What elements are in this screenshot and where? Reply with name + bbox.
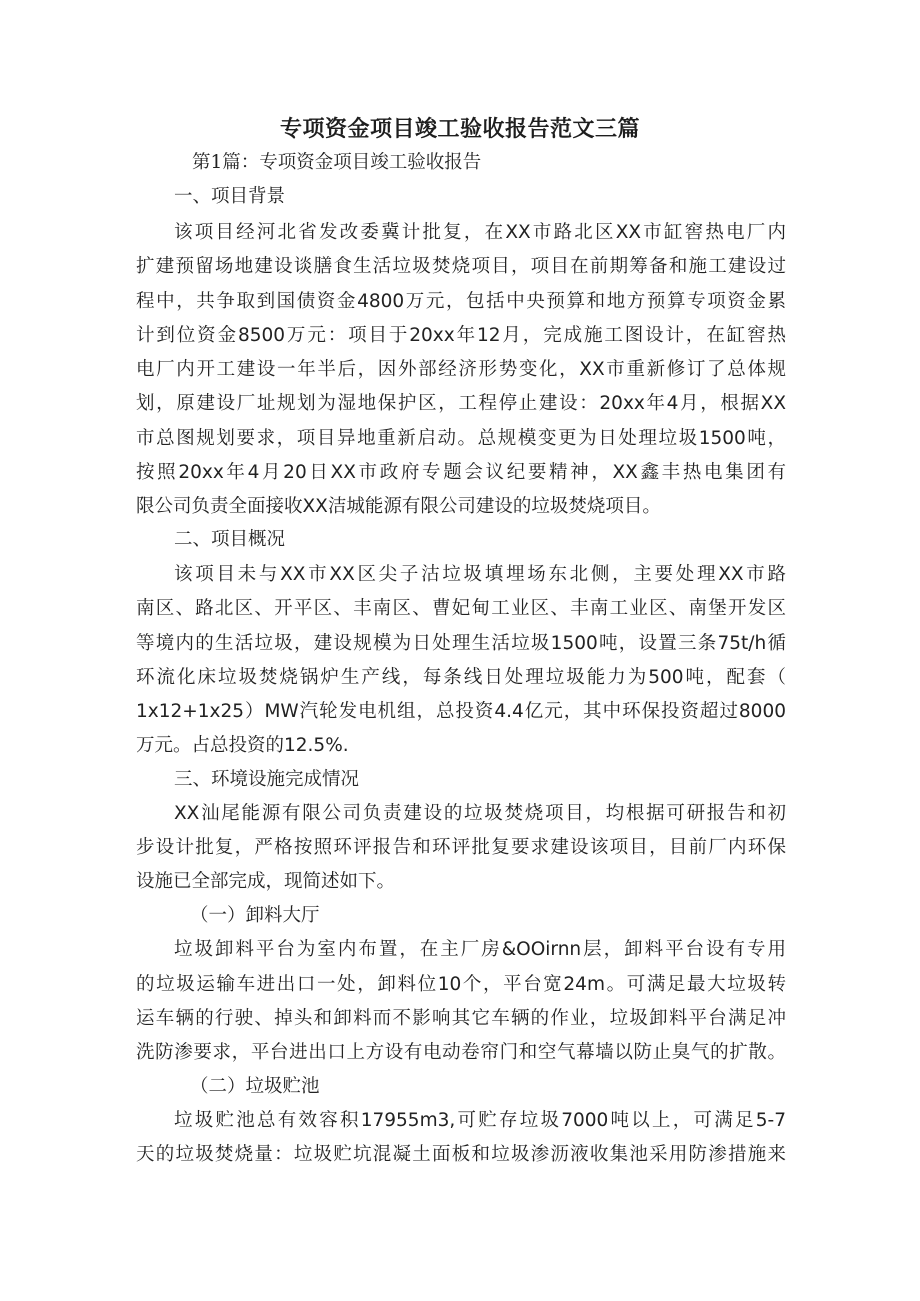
paragraph-line: 设施已全部完成，现简述如下。 <box>136 871 396 892</box>
paragraph-line: 垃圾贮池总有效容积17955m3,可贮存垃圾7000吨以上，可满足5-7 <box>174 1110 786 1131</box>
paragraph-line: 市总图规划要求，项目异地重新启动。总规模变更为日处理垃圾1500吨， <box>136 428 786 449</box>
paragraph-line: 运车辆的行驶、掉头和卸料而不影响其它车辆的作业，垃圾卸料平台满足冲 <box>136 1008 786 1029</box>
paragraph-line: 扩建预留场地建设谈膳食生活垃圾焚烧项目，项目在前期筹备和施工建设过 <box>136 256 786 277</box>
paragraph-line: 该项目未与XX市XX区尖子沽垃圾填埋场东北侧，主要处理XX市路 <box>174 564 786 585</box>
paragraph-line: 的垃圾运输车进出口一处，卸料位10个，平台宽24m。可满足最大垃圾转 <box>136 974 786 995</box>
paragraph-line: 限公司负责全面接收XX洁城能源有限公司建设的垃圾焚烧项目。 <box>136 496 661 517</box>
paragraph-line: 环流化床垃圾焚烧锅炉生产线，每条线日处理垃圾能力为500吨，配套（ <box>136 667 786 688</box>
paragraph-line: 按照20xx年4月20日XX市政府专题会议纪要精神，XX鑫丰热电集团有 <box>136 462 786 483</box>
paragraph-line: 划，原建设厂址规划为湿地保护区，工程停止建设：20xx年4月，根据XX <box>136 393 786 414</box>
subsection-heading: （二）垃圾贮池 <box>190 1076 320 1097</box>
paragraph-line: 万元。占总投资的12.5%. <box>136 735 349 756</box>
paragraph-line: 垃圾卸料平台为室内布置，在主厂房&OOirnn层，卸料平台设有专用 <box>174 939 786 960</box>
paragraph-line: 南区、路北区、开平区、丰南区、曹妃甸工业区、丰南工业区、南堡开发区 <box>136 598 786 619</box>
paragraph-line: XX汕尾能源有限公司负责建设的垃圾焚烧项目，均根据可研报告和初 <box>174 803 786 824</box>
paragraph-line: 计到位资金8500万元：项目于20xx年12月，完成施工图设计，在缸窖热 <box>136 325 786 346</box>
paragraph-line: 程中，共争取到国债资金4800万元，包括中央预算和地方预算专项资金累 <box>136 291 786 312</box>
paragraph-line: 步设计批复，严格按照环评报告和环评批复要求建设该项目，目前厂内环保 <box>136 837 786 858</box>
paragraph-line: 该项目经河北省发改委冀计批复，在XX市路北区XX市缸窖热电厂内 <box>174 222 786 243</box>
paragraph-line: 洗防渗要求，平台进出口上方设有电动卷帘门和空气幕墙以防止臭气的扩散。 <box>136 1042 786 1063</box>
paragraph-line: 1x12+1x25）MW汽轮发电机组，总投资4.4亿元，其中环保投资超过8000 <box>136 701 786 722</box>
article-subtitle: 第1篇：专项资金项目竣工验收报告 <box>192 152 482 173</box>
paragraph-line: 等境内的生活垃圾，建设规模为日处理生活垃圾1500吨，设置三条75t/h循 <box>136 633 786 654</box>
paragraph-line: 天的垃圾焚烧量：垃圾贮坑混凝土面板和垃圾渗沥液收集池采用防渗措施来 <box>136 1144 786 1165</box>
section-heading: 一、项目背景 <box>174 186 286 207</box>
document-title: 专项资金项目竣工验收报告范文三篇 <box>279 117 640 142</box>
section-heading: 三、环境设施完成情况 <box>174 769 360 790</box>
subsection-heading: （一）卸料大厅 <box>190 905 320 926</box>
section-heading: 二、项目概况 <box>174 529 286 550</box>
paragraph-line: 电厂内开工建设一年半后，因外部经济形势变化，XX市重新修订了总体规 <box>136 359 786 380</box>
